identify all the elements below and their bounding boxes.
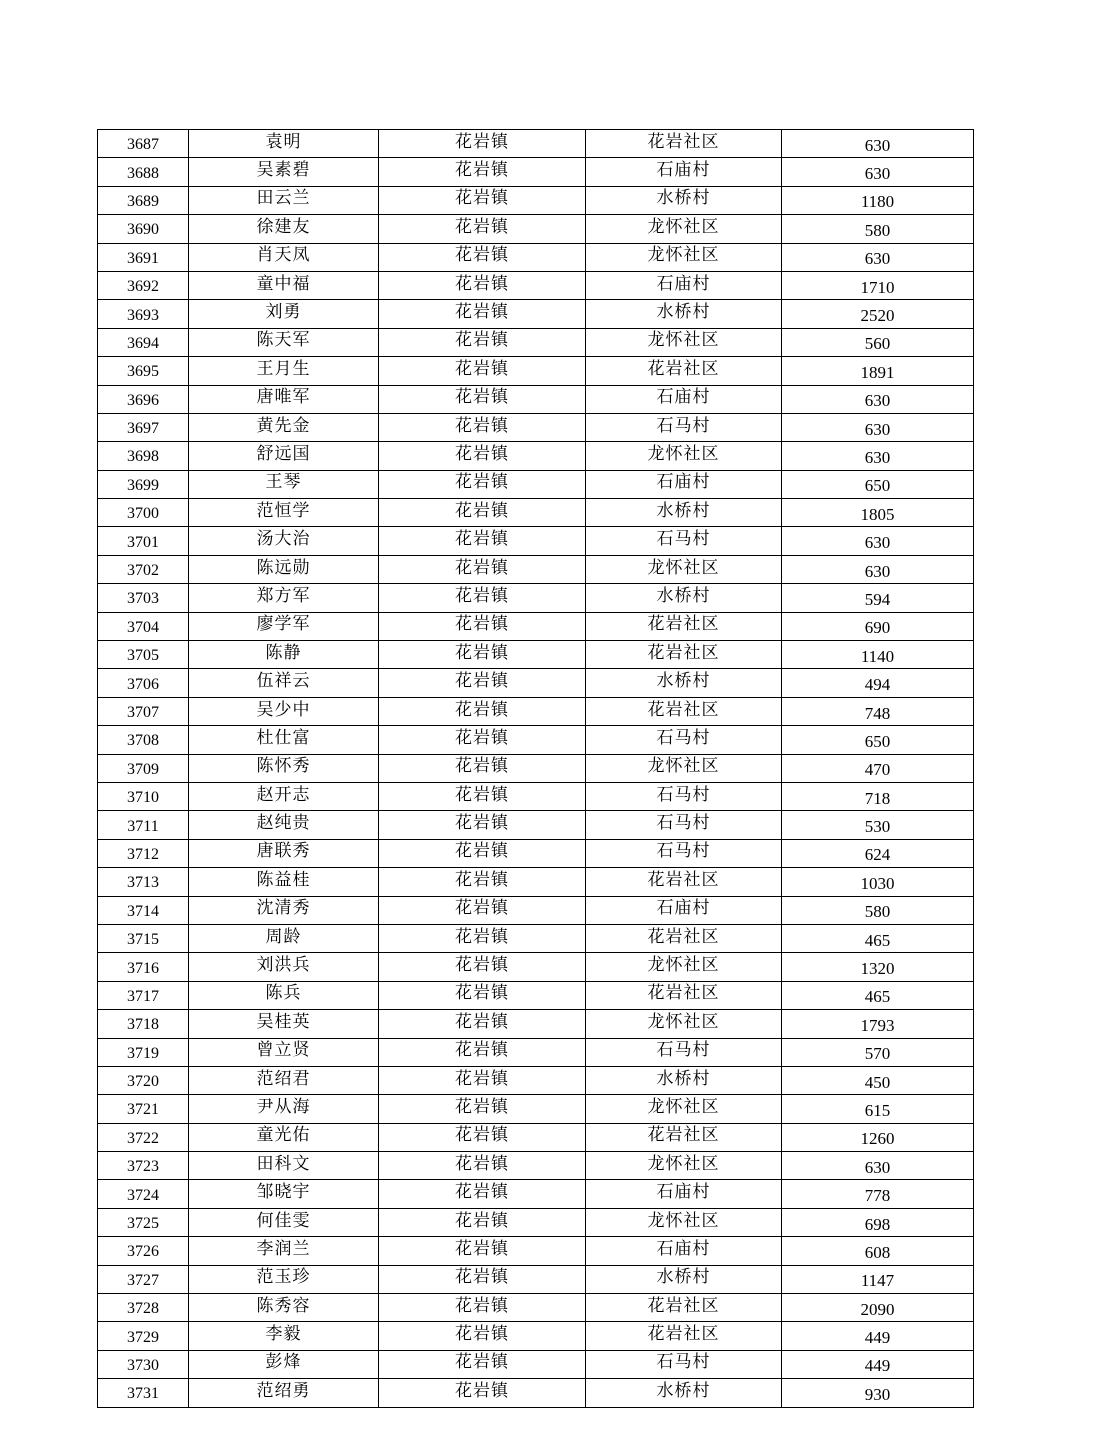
- cell-amount: 608: [782, 1237, 974, 1265]
- cell-amount: 580: [782, 896, 974, 924]
- cell-village: 龙怀社区: [586, 328, 782, 356]
- cell-town: 花岩镇: [379, 868, 586, 896]
- cell-village: 龙怀社区: [586, 243, 782, 271]
- table-row: [98, 1066, 974, 1094]
- cell-village: 石庙村: [586, 1180, 782, 1208]
- cell-town: 花岩镇: [379, 555, 586, 583]
- cell-serial-number: 3726: [98, 1237, 189, 1265]
- cell-village: 水桥村: [586, 499, 782, 527]
- cell-person-name: 郑方军: [189, 584, 379, 612]
- cell-village: 石马村: [586, 413, 782, 441]
- cell-town: 花岩镇: [379, 300, 586, 328]
- cell-village: 花岩社区: [586, 1322, 782, 1350]
- table-row: [98, 413, 974, 441]
- cell-person-name: 范恒学: [189, 499, 379, 527]
- table-body: [98, 130, 974, 1408]
- cell-town: 花岩镇: [379, 328, 586, 356]
- cell-person-name: 陈兵: [189, 981, 379, 1009]
- cell-serial-number: 3710: [98, 782, 189, 810]
- cell-person-name: 陈秀容: [189, 1294, 379, 1322]
- cell-serial-number: 3724: [98, 1180, 189, 1208]
- cell-person-name: 周龄: [189, 924, 379, 952]
- cell-serial-number: 3717: [98, 981, 189, 1009]
- cell-amount: 530: [782, 811, 974, 839]
- cell-person-name: 黄先金: [189, 413, 379, 441]
- cell-person-name: 王月生: [189, 357, 379, 385]
- table-row: [98, 328, 974, 356]
- cell-town: 花岩镇: [379, 924, 586, 952]
- cell-town: 花岩镇: [379, 612, 586, 640]
- cell-town: 花岩镇: [379, 1152, 586, 1180]
- cell-serial-number: 3696: [98, 385, 189, 413]
- cell-amount: 650: [782, 470, 974, 498]
- cell-amount: 624: [782, 839, 974, 867]
- cell-serial-number: 3712: [98, 839, 189, 867]
- cell-village: 花岩社区: [586, 697, 782, 725]
- cell-amount: 718: [782, 782, 974, 810]
- cell-serial-number: 3707: [98, 697, 189, 725]
- table-row: [98, 1152, 974, 1180]
- cell-town: 花岩镇: [379, 1010, 586, 1038]
- cell-village: 龙怀社区: [586, 1208, 782, 1236]
- cell-person-name: 刘勇: [189, 300, 379, 328]
- cell-town: 花岩镇: [379, 1180, 586, 1208]
- cell-person-name: 肖天凤: [189, 243, 379, 271]
- cell-village: 石马村: [586, 839, 782, 867]
- cell-serial-number: 3713: [98, 868, 189, 896]
- cell-town: 花岩镇: [379, 413, 586, 441]
- cell-amount: 690: [782, 612, 974, 640]
- table-row: [98, 1123, 974, 1151]
- cell-person-name: 范绍君: [189, 1066, 379, 1094]
- table-row: [98, 385, 974, 413]
- table-row: [98, 1350, 974, 1378]
- cell-person-name: 陈益桂: [189, 868, 379, 896]
- cell-person-name: 何佳雯: [189, 1208, 379, 1236]
- table-row: [98, 300, 974, 328]
- cell-person-name: 徐建友: [189, 215, 379, 243]
- cell-amount: 630: [782, 555, 974, 583]
- cell-amount: 570: [782, 1038, 974, 1066]
- cell-serial-number: 3708: [98, 726, 189, 754]
- cell-serial-number: 3728: [98, 1294, 189, 1322]
- table-row: [98, 130, 974, 158]
- cell-village: 龙怀社区: [586, 1152, 782, 1180]
- cell-village: 石庙村: [586, 896, 782, 924]
- cell-person-name: 尹从海: [189, 1095, 379, 1123]
- cell-town: 花岩镇: [379, 215, 586, 243]
- cell-village: 龙怀社区: [586, 1095, 782, 1123]
- cell-serial-number: 3700: [98, 499, 189, 527]
- table-row: [98, 1265, 974, 1293]
- cell-amount: 1793: [782, 1010, 974, 1038]
- cell-village: 石庙村: [586, 1237, 782, 1265]
- cell-village: 石庙村: [586, 470, 782, 498]
- cell-person-name: 唐联秀: [189, 839, 379, 867]
- table-row: [98, 1322, 974, 1350]
- cell-person-name: 邹晓宇: [189, 1180, 379, 1208]
- cell-serial-number: 3706: [98, 669, 189, 697]
- cell-serial-number: 3709: [98, 754, 189, 782]
- cell-town: 花岩镇: [379, 1208, 586, 1236]
- cell-person-name: 李润兰: [189, 1237, 379, 1265]
- cell-amount: 698: [782, 1208, 974, 1236]
- cell-village: 龙怀社区: [586, 215, 782, 243]
- cell-amount: 2090: [782, 1294, 974, 1322]
- cell-village: 水桥村: [586, 584, 782, 612]
- table-row: [98, 924, 974, 952]
- table-row: [98, 158, 974, 186]
- cell-town: 花岩镇: [379, 243, 586, 271]
- cell-serial-number: 3702: [98, 555, 189, 583]
- cell-town: 花岩镇: [379, 186, 586, 214]
- cell-village: 水桥村: [586, 1066, 782, 1094]
- cell-town: 花岩镇: [379, 527, 586, 555]
- cell-serial-number: 3727: [98, 1265, 189, 1293]
- cell-serial-number: 3699: [98, 470, 189, 498]
- cell-amount: 630: [782, 527, 974, 555]
- subsidy-table: [97, 129, 974, 1408]
- cell-person-name: 陈远勋: [189, 555, 379, 583]
- table-row: [98, 726, 974, 754]
- cell-town: 花岩镇: [379, 271, 586, 299]
- cell-amount: 1260: [782, 1123, 974, 1151]
- cell-village: 花岩社区: [586, 641, 782, 669]
- table-row: [98, 1294, 974, 1322]
- cell-person-name: 陈静: [189, 641, 379, 669]
- cell-person-name: 伍祥云: [189, 669, 379, 697]
- cell-serial-number: 3701: [98, 527, 189, 555]
- cell-village: 石庙村: [586, 271, 782, 299]
- cell-village: 石马村: [586, 1038, 782, 1066]
- table-row: [98, 527, 974, 555]
- cell-serial-number: 3715: [98, 924, 189, 952]
- cell-town: 花岩镇: [379, 1095, 586, 1123]
- cell-village: 龙怀社区: [586, 754, 782, 782]
- cell-person-name: 王琴: [189, 470, 379, 498]
- cell-person-name: 曾立贤: [189, 1038, 379, 1066]
- table-row: [98, 612, 974, 640]
- table-row: [98, 811, 974, 839]
- cell-village: 花岩社区: [586, 1123, 782, 1151]
- cell-person-name: 李毅: [189, 1322, 379, 1350]
- cell-town: 花岩镇: [379, 1350, 586, 1378]
- cell-amount: 1180: [782, 186, 974, 214]
- cell-serial-number: 3721: [98, 1095, 189, 1123]
- cell-amount: 449: [782, 1322, 974, 1350]
- cell-amount: 1030: [782, 868, 974, 896]
- cell-amount: 748: [782, 697, 974, 725]
- table-row: [98, 1237, 974, 1265]
- cell-person-name: 沈清秀: [189, 896, 379, 924]
- cell-amount: 450: [782, 1066, 974, 1094]
- document-page: [97, 129, 974, 1408]
- cell-village: 石马村: [586, 1350, 782, 1378]
- cell-serial-number: 3689: [98, 186, 189, 214]
- cell-town: 花岩镇: [379, 499, 586, 527]
- cell-amount: 930: [782, 1379, 974, 1407]
- cell-village: 水桥村: [586, 300, 782, 328]
- cell-village: 石庙村: [586, 385, 782, 413]
- cell-serial-number: 3718: [98, 1010, 189, 1038]
- table-row: [98, 215, 974, 243]
- cell-amount: 465: [782, 981, 974, 1009]
- cell-amount: 1320: [782, 953, 974, 981]
- cell-amount: 630: [782, 442, 974, 470]
- cell-person-name: 吴素碧: [189, 158, 379, 186]
- table-row: [98, 442, 974, 470]
- cell-person-name: 陈怀秀: [189, 754, 379, 782]
- cell-serial-number: 3725: [98, 1208, 189, 1236]
- cell-amount: 615: [782, 1095, 974, 1123]
- cell-person-name: 童光佑: [189, 1123, 379, 1151]
- cell-town: 花岩镇: [379, 470, 586, 498]
- table-row: [98, 1095, 974, 1123]
- cell-village: 石马村: [586, 527, 782, 555]
- cell-amount: 494: [782, 669, 974, 697]
- table-row: [98, 754, 974, 782]
- cell-town: 花岩镇: [379, 754, 586, 782]
- cell-town: 花岩镇: [379, 811, 586, 839]
- table-row: [98, 584, 974, 612]
- table-row: [98, 470, 974, 498]
- cell-person-name: 刘洪兵: [189, 953, 379, 981]
- cell-serial-number: 3693: [98, 300, 189, 328]
- cell-person-name: 杜仕富: [189, 726, 379, 754]
- cell-village: 石马村: [586, 782, 782, 810]
- cell-serial-number: 3698: [98, 442, 189, 470]
- cell-town: 花岩镇: [379, 981, 586, 1009]
- cell-amount: 1891: [782, 357, 974, 385]
- table-row: [98, 981, 974, 1009]
- cell-serial-number: 3719: [98, 1038, 189, 1066]
- cell-amount: 2520: [782, 300, 974, 328]
- cell-amount: 630: [782, 130, 974, 158]
- cell-serial-number: 3731: [98, 1379, 189, 1407]
- cell-person-name: 唐唯军: [189, 385, 379, 413]
- cell-person-name: 汤大治: [189, 527, 379, 555]
- cell-person-name: 舒远国: [189, 442, 379, 470]
- cell-village: 水桥村: [586, 669, 782, 697]
- cell-village: 石马村: [586, 811, 782, 839]
- cell-person-name: 田科文: [189, 1152, 379, 1180]
- cell-amount: 580: [782, 215, 974, 243]
- table-row: [98, 953, 974, 981]
- cell-person-name: 范玉珍: [189, 1265, 379, 1293]
- cell-town: 花岩镇: [379, 1237, 586, 1265]
- cell-person-name: 田云兰: [189, 186, 379, 214]
- cell-amount: 630: [782, 158, 974, 186]
- cell-serial-number: 3695: [98, 357, 189, 385]
- cell-person-name: 彭烽: [189, 1350, 379, 1378]
- table-row: [98, 1208, 974, 1236]
- table-row: [98, 868, 974, 896]
- cell-amount: 1147: [782, 1265, 974, 1293]
- cell-village: 花岩社区: [586, 981, 782, 1009]
- cell-serial-number: 3703: [98, 584, 189, 612]
- cell-village: 龙怀社区: [586, 555, 782, 583]
- cell-town: 花岩镇: [379, 782, 586, 810]
- table-row: [98, 271, 974, 299]
- cell-person-name: 吴少中: [189, 697, 379, 725]
- cell-village: 水桥村: [586, 1265, 782, 1293]
- table-row: [98, 839, 974, 867]
- cell-person-name: 廖学军: [189, 612, 379, 640]
- cell-village: 石马村: [586, 726, 782, 754]
- cell-village: 花岩社区: [586, 357, 782, 385]
- cell-person-name: 赵开志: [189, 782, 379, 810]
- cell-amount: 594: [782, 584, 974, 612]
- cell-village: 龙怀社区: [586, 953, 782, 981]
- cell-town: 花岩镇: [379, 584, 586, 612]
- cell-amount: 1140: [782, 641, 974, 669]
- table-row: [98, 499, 974, 527]
- table-row: [98, 555, 974, 583]
- cell-town: 花岩镇: [379, 385, 586, 413]
- cell-village: 花岩社区: [586, 130, 782, 158]
- cell-serial-number: 3687: [98, 130, 189, 158]
- cell-town: 花岩镇: [379, 442, 586, 470]
- cell-person-name: 童中福: [189, 271, 379, 299]
- cell-village: 龙怀社区: [586, 1010, 782, 1038]
- cell-serial-number: 3716: [98, 953, 189, 981]
- cell-person-name: 赵纯贵: [189, 811, 379, 839]
- cell-village: 花岩社区: [586, 612, 782, 640]
- table-row: [98, 641, 974, 669]
- cell-town: 花岩镇: [379, 896, 586, 924]
- table-row: [98, 1180, 974, 1208]
- cell-amount: 1710: [782, 271, 974, 299]
- cell-town: 花岩镇: [379, 158, 586, 186]
- cell-serial-number: 3730: [98, 1350, 189, 1378]
- cell-serial-number: 3697: [98, 413, 189, 441]
- cell-amount: 449: [782, 1350, 974, 1378]
- cell-town: 花岩镇: [379, 697, 586, 725]
- table-row: [98, 896, 974, 924]
- table-row: [98, 1010, 974, 1038]
- cell-town: 花岩镇: [379, 1294, 586, 1322]
- cell-town: 花岩镇: [379, 1379, 586, 1407]
- cell-town: 花岩镇: [379, 669, 586, 697]
- cell-town: 花岩镇: [379, 1265, 586, 1293]
- cell-amount: 560: [782, 328, 974, 356]
- cell-village: 花岩社区: [586, 868, 782, 896]
- cell-amount: 465: [782, 924, 974, 952]
- cell-amount: 630: [782, 243, 974, 271]
- table-row: [98, 186, 974, 214]
- cell-village: 石庙村: [586, 158, 782, 186]
- cell-town: 花岩镇: [379, 1038, 586, 1066]
- cell-serial-number: 3688: [98, 158, 189, 186]
- cell-village: 龙怀社区: [586, 442, 782, 470]
- cell-serial-number: 3690: [98, 215, 189, 243]
- cell-town: 花岩镇: [379, 839, 586, 867]
- cell-amount: 778: [782, 1180, 974, 1208]
- cell-person-name: 袁明: [189, 130, 379, 158]
- cell-village: 花岩社区: [586, 924, 782, 952]
- cell-town: 花岩镇: [379, 130, 586, 158]
- cell-town: 花岩镇: [379, 953, 586, 981]
- cell-amount: 630: [782, 413, 974, 441]
- table-row: [98, 243, 974, 271]
- cell-village: 水桥村: [586, 186, 782, 214]
- table-row: [98, 697, 974, 725]
- cell-serial-number: 3711: [98, 811, 189, 839]
- table-row: [98, 357, 974, 385]
- table-row: [98, 782, 974, 810]
- cell-person-name: 范绍勇: [189, 1379, 379, 1407]
- cell-town: 花岩镇: [379, 726, 586, 754]
- cell-serial-number: 3705: [98, 641, 189, 669]
- cell-village: 水桥村: [586, 1379, 782, 1407]
- cell-town: 花岩镇: [379, 1066, 586, 1094]
- cell-serial-number: 3692: [98, 271, 189, 299]
- cell-amount: 1805: [782, 499, 974, 527]
- cell-village: 花岩社区: [586, 1294, 782, 1322]
- cell-serial-number: 3720: [98, 1066, 189, 1094]
- cell-amount: 650: [782, 726, 974, 754]
- cell-serial-number: 3723: [98, 1152, 189, 1180]
- cell-town: 花岩镇: [379, 1123, 586, 1151]
- cell-serial-number: 3694: [98, 328, 189, 356]
- cell-serial-number: 3691: [98, 243, 189, 271]
- cell-amount: 470: [782, 754, 974, 782]
- cell-person-name: 陈天军: [189, 328, 379, 356]
- table-row: [98, 1038, 974, 1066]
- cell-serial-number: 3722: [98, 1123, 189, 1151]
- cell-serial-number: 3704: [98, 612, 189, 640]
- cell-amount: 630: [782, 385, 974, 413]
- cell-person-name: 吴桂英: [189, 1010, 379, 1038]
- table-row: [98, 669, 974, 697]
- cell-serial-number: 3729: [98, 1322, 189, 1350]
- cell-town: 花岩镇: [379, 1322, 586, 1350]
- cell-town: 花岩镇: [379, 357, 586, 385]
- cell-amount: 630: [782, 1152, 974, 1180]
- cell-serial-number: 3714: [98, 896, 189, 924]
- cell-town: 花岩镇: [379, 641, 586, 669]
- table-row: [98, 1379, 974, 1407]
